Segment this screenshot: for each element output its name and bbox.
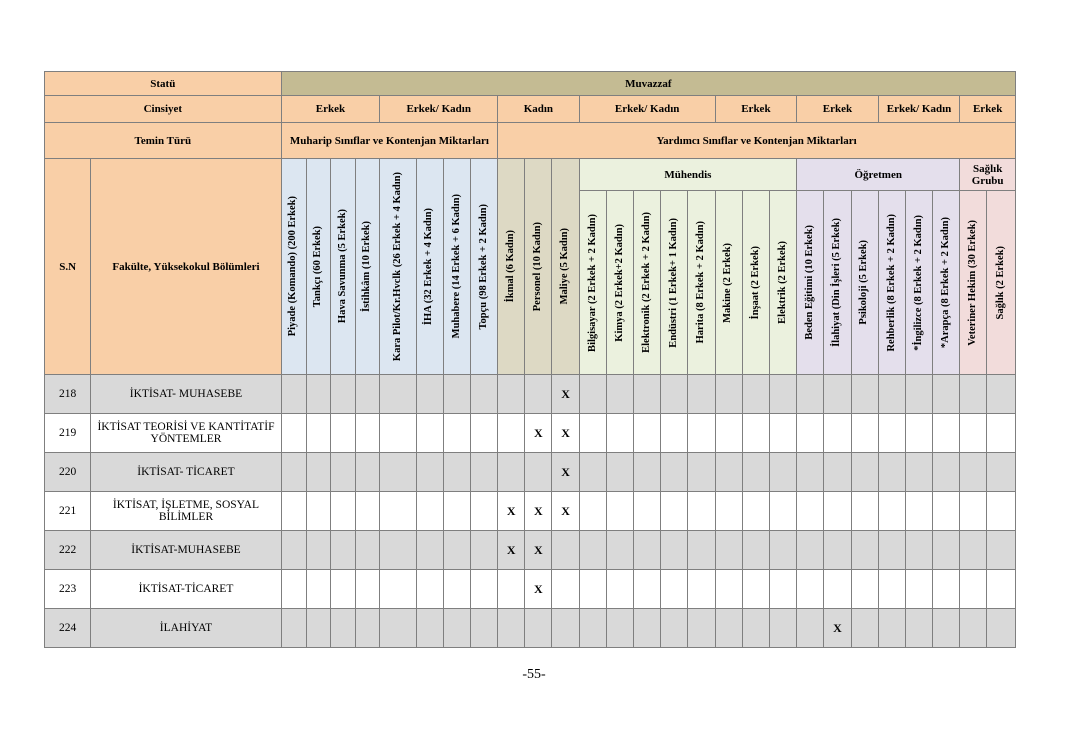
quota-cell [878, 375, 905, 414]
quota-cell [742, 453, 769, 492]
quota-cell [851, 414, 878, 453]
quota-cell [634, 531, 661, 570]
quota-cell [579, 414, 606, 453]
table-row [45, 492, 1016, 531]
quota-cell [356, 570, 380, 609]
column-header [306, 159, 330, 375]
row-sn: 218 [45, 375, 91, 414]
quota-cell [306, 453, 330, 492]
quota-cell [851, 570, 878, 609]
quota-cell [498, 375, 525, 414]
quota-cell [443, 609, 470, 648]
quota-cell [960, 492, 987, 531]
quota-cell [688, 375, 715, 414]
quota-cell: X [498, 492, 525, 531]
quota-cell [987, 492, 1016, 531]
quota-cell [987, 375, 1016, 414]
quota-cell [634, 414, 661, 453]
quota-cell [380, 609, 416, 648]
gender-group: Erkek [797, 96, 879, 123]
quota-cell [960, 609, 987, 648]
column-header-label: Bilgisayar (2 Erkek + 2 Kadın) [586, 213, 598, 352]
row-department: İKTİSAT, İŞLETME, SOSYAL BİLİMLER [91, 492, 281, 531]
quota-cell [416, 414, 443, 453]
quota-cell [851, 609, 878, 648]
quota-cell: X [552, 492, 579, 531]
column-header [380, 159, 416, 375]
row-department: İKTİSAT- TİCARET [91, 453, 281, 492]
quota-cell [824, 375, 851, 414]
quota-cell [380, 531, 416, 570]
column-header [416, 159, 443, 375]
statu-value: Muvazzaf [281, 72, 1015, 96]
gender-group: Erkek [715, 96, 797, 123]
quota-cell [416, 531, 443, 570]
quota-cell [933, 492, 960, 531]
column-header [987, 191, 1016, 375]
row-sn: 221 [45, 492, 91, 531]
quota-cell [606, 609, 633, 648]
quota-cell: X [552, 414, 579, 453]
quota-cell [634, 570, 661, 609]
quota-cell [905, 531, 932, 570]
quota-cell: X [525, 531, 552, 570]
quota-cell [470, 375, 497, 414]
quota-cell [579, 531, 606, 570]
quota-cell [878, 531, 905, 570]
category-saglik: Sağlık Grubu [960, 159, 1016, 191]
quota-cell [579, 570, 606, 609]
quota-cell [552, 531, 579, 570]
quota-cell [470, 414, 497, 453]
quota-cell [688, 492, 715, 531]
quota-cell [797, 531, 824, 570]
column-header-label: Elektronik (2 Erkek + 2 Kadın) [640, 212, 652, 353]
quota-cell [661, 375, 688, 414]
column-header [470, 159, 497, 375]
table-row [45, 414, 1016, 453]
row-sn: 223 [45, 570, 91, 609]
quota-cell [715, 414, 742, 453]
quota-cell [330, 453, 355, 492]
column-header-label: Sağlık (2 Erkek) [994, 245, 1006, 320]
column-header [742, 191, 769, 375]
gender-group: Erkek/ Kadın [380, 96, 498, 123]
quota-cell [306, 609, 330, 648]
quota-cell [878, 492, 905, 531]
column-header [960, 191, 987, 375]
quota-cell [281, 531, 306, 570]
quota-cell [416, 609, 443, 648]
column-header-label: Elektrik (2 Erkek) [776, 241, 788, 324]
row-sn: 222 [45, 531, 91, 570]
quota-cell [987, 570, 1016, 609]
quota-cell [960, 453, 987, 492]
temin-group: Muharip Sınıflar ve Kontenjan Miktarları [281, 123, 497, 159]
quota-cell [769, 531, 796, 570]
quota-cell [330, 414, 355, 453]
quota-cell [851, 492, 878, 531]
gender-group: Erkek/ Kadın [878, 96, 960, 123]
quota-cell [606, 531, 633, 570]
row-sn: 220 [45, 453, 91, 492]
faculty-label: Fakülte, Yüksekokul Bölümleri [91, 159, 281, 375]
quota-cell [443, 414, 470, 453]
quota-cell [380, 570, 416, 609]
quota-cell [987, 414, 1016, 453]
quota-cell [525, 375, 552, 414]
quota-cell [330, 570, 355, 609]
quota-cell [281, 453, 306, 492]
quota-cell [356, 531, 380, 570]
quota-cell [470, 453, 497, 492]
quota-cell [715, 375, 742, 414]
quota-cell [330, 375, 355, 414]
quota-cell [552, 609, 579, 648]
column-header [715, 191, 742, 375]
row-sn: 219 [45, 414, 91, 453]
quota-cell [661, 414, 688, 453]
quota-cell [933, 570, 960, 609]
quota-cell [715, 531, 742, 570]
quota-cell [824, 531, 851, 570]
quota-cell [606, 453, 633, 492]
column-header-label: Maliye (5 Kadın) [559, 228, 571, 305]
column-header-label: *İngilizce (8 Erkek + 2 Kadın) [912, 214, 924, 351]
quota-cell [470, 531, 497, 570]
quota-cell [905, 453, 932, 492]
quota-cell [878, 570, 905, 609]
column-header-label: İnşaat (2 Erkek) [749, 245, 761, 320]
quota-cell [797, 375, 824, 414]
quota-cell [443, 492, 470, 531]
column-header-label: İkmal (6 Kadın) [504, 230, 516, 303]
quota-cell [688, 414, 715, 453]
column-header [661, 191, 688, 375]
quota-cell [634, 453, 661, 492]
quota-cell [606, 492, 633, 531]
quota-cell [579, 492, 606, 531]
quota-cell [356, 453, 380, 492]
quota-cell [878, 453, 905, 492]
quota-cell [797, 414, 824, 453]
quota-cell [525, 453, 552, 492]
quota-cell [470, 492, 497, 531]
column-header [525, 159, 552, 375]
quota-cell [769, 453, 796, 492]
quota-cell [688, 531, 715, 570]
quota-cell [661, 609, 688, 648]
quota-cell [797, 492, 824, 531]
quota-cell [380, 492, 416, 531]
quota-cell [933, 609, 960, 648]
quota-cell [987, 453, 1016, 492]
temin-label: Temin Türü [45, 123, 282, 159]
row-sn: 224 [45, 609, 91, 648]
column-header-label: Muhabere (14 Erkek + 6 Kadın) [450, 194, 462, 339]
quota-cell [661, 570, 688, 609]
quota-cell [579, 453, 606, 492]
quota-cell: X [552, 453, 579, 492]
column-header [356, 159, 380, 375]
quota-cell [851, 531, 878, 570]
quota-cell [356, 414, 380, 453]
quota-cell [443, 531, 470, 570]
quota-cell [797, 609, 824, 648]
column-header-label: Personel (10 Kadın) [532, 221, 544, 312]
statu-label: Statü [45, 72, 282, 96]
quota-cell [715, 453, 742, 492]
quota-cell [769, 570, 796, 609]
quota-cell [579, 375, 606, 414]
gender-group: Erkek [960, 96, 1016, 123]
quota-cell [742, 609, 769, 648]
row-department: İKTİSAT TEORİSİ VE KANTİTATİF YÖNTEMLER [91, 414, 281, 453]
temin-group: Yardımcı Sınıflar ve Kontenjan Miktarları [498, 123, 1016, 159]
row-department: İKTİSAT-MUHASEBE [91, 531, 281, 570]
quota-cell [960, 414, 987, 453]
column-header-label: İHA (32 Erkek + 4 Kadın) [423, 207, 435, 326]
column-header [824, 191, 851, 375]
quota-cell [688, 570, 715, 609]
gender-group: Kadın [498, 96, 580, 123]
table-row [45, 531, 1016, 570]
table-row [45, 453, 1016, 492]
column-header-label: Kimya (2 Erkek+2 Kadın) [613, 223, 625, 342]
column-header-label: Hava Savunma (5 Erkek) [336, 209, 348, 324]
quota-cell [742, 414, 769, 453]
quota-cell [905, 375, 932, 414]
quota-cell [281, 375, 306, 414]
quota-cell [878, 414, 905, 453]
column-header [769, 191, 796, 375]
quota-cell [634, 609, 661, 648]
quota-cell [933, 453, 960, 492]
quota-cell [525, 609, 552, 648]
quota-cell [306, 492, 330, 531]
column-header-label: Rehberlik (8 Erkek + 2 Kadın) [885, 213, 897, 352]
column-header-label: Kara Pilot/Kr.Hvclk (26 Erkek + 4 Kadın) [391, 171, 403, 362]
gender-group: Erkek [281, 96, 380, 123]
quota-cell [281, 492, 306, 531]
quota-cell: X [824, 609, 851, 648]
cinsiyet-label: Cinsiyet [45, 96, 282, 123]
quota-cell [416, 375, 443, 414]
column-header [634, 191, 661, 375]
quota-cell [688, 453, 715, 492]
quota-cell: X [525, 570, 552, 609]
quota-cell [824, 570, 851, 609]
column-header [552, 159, 579, 375]
gender-group: Erkek/ Kadın [579, 96, 715, 123]
quota-cell [960, 375, 987, 414]
category-ogretmen: Öğretmen [797, 159, 960, 191]
quota-cell: X [498, 531, 525, 570]
quota-cell [661, 492, 688, 531]
column-header-label: Makine (2 Erkek) [722, 242, 734, 323]
quota-cell [960, 570, 987, 609]
quota-cell [661, 531, 688, 570]
quota-cell [606, 414, 633, 453]
quota-cell [443, 570, 470, 609]
quota-cell [688, 609, 715, 648]
quota-cell [470, 570, 497, 609]
column-header-label: Topçu (98 Erkek + 2 Kadın) [477, 203, 489, 330]
quota-cell [606, 570, 633, 609]
row-department: İKTİSAT-TİCARET [91, 570, 281, 609]
quota-cell: X [552, 375, 579, 414]
quota-cell [416, 453, 443, 492]
quota-cell [933, 531, 960, 570]
column-header [797, 191, 824, 375]
quota-cell [797, 453, 824, 492]
column-header-label: Veteriner Hekim (30 Erkek) [967, 219, 979, 346]
quota-cell: X [525, 414, 552, 453]
column-header [933, 191, 960, 375]
column-header [878, 191, 905, 375]
quota-cell [878, 609, 905, 648]
row-department: İKTİSAT- MUHASEBE [91, 375, 281, 414]
quota-cell [281, 570, 306, 609]
quota-table [44, 71, 1016, 648]
column-header-label: *Arapça (8 Erkek + 2 Kadın) [939, 216, 951, 349]
quota-cell [356, 492, 380, 531]
quota-cell [306, 570, 330, 609]
quota-cell [769, 492, 796, 531]
column-header [579, 191, 606, 375]
page-number: -55- [522, 667, 546, 682]
quota-cell [824, 414, 851, 453]
quota-cell [356, 609, 380, 648]
quota-cell [634, 492, 661, 531]
quota-cell [606, 375, 633, 414]
column-header [905, 191, 932, 375]
quota-cell [824, 492, 851, 531]
column-header [281, 159, 306, 375]
quota-cell [330, 609, 355, 648]
quota-cell [281, 414, 306, 453]
quota-cell [742, 492, 769, 531]
quota-cell [443, 453, 470, 492]
quota-cell [851, 375, 878, 414]
table-row [45, 609, 1016, 648]
table-row [45, 570, 1016, 609]
column-header-label: İlahiyat (Din İşleri (5 Erkek) [831, 218, 843, 347]
quota-cell [905, 609, 932, 648]
quota-cell [330, 531, 355, 570]
quota-cell [987, 609, 1016, 648]
quota-cell [380, 414, 416, 453]
quota-cell [281, 609, 306, 648]
quota-cell [416, 570, 443, 609]
quota-cell [498, 453, 525, 492]
quota-cell [661, 453, 688, 492]
row-department: İLAHİYAT [91, 609, 281, 648]
sn-label: S.N [45, 159, 91, 375]
quota-cell [769, 375, 796, 414]
quota-cell [470, 609, 497, 648]
column-header [498, 159, 525, 375]
quota-cell [356, 375, 380, 414]
category-muhendis: Mühendis [579, 159, 797, 191]
column-header [851, 191, 878, 375]
quota-cell [905, 492, 932, 531]
column-header-label: Psikoloji (5 Erkek) [858, 240, 870, 325]
quota-cell [905, 414, 932, 453]
quota-cell [742, 375, 769, 414]
column-header [688, 191, 715, 375]
quota-cell [933, 414, 960, 453]
quota-cell [769, 609, 796, 648]
quota-cell [380, 375, 416, 414]
quota-cell [579, 609, 606, 648]
quota-cell [634, 375, 661, 414]
quota-cell [306, 531, 330, 570]
table-row [45, 375, 1016, 414]
column-header-label: Tankçı (60 Erkek) [312, 225, 324, 308]
quota-cell [498, 609, 525, 648]
quota-cell [987, 531, 1016, 570]
column-header [443, 159, 470, 375]
quota-cell [715, 492, 742, 531]
quota-cell [330, 492, 355, 531]
column-header [606, 191, 633, 375]
quota-cell [498, 414, 525, 453]
quota-cell [715, 570, 742, 609]
quota-cell [552, 570, 579, 609]
quota-cell [443, 375, 470, 414]
quota-cell [715, 609, 742, 648]
quota-cell [905, 570, 932, 609]
quota-cell [416, 492, 443, 531]
quota-cell [380, 453, 416, 492]
column-header-label: Piyade (Komando) (200 Erkek) [287, 196, 299, 337]
quota-cell: X [525, 492, 552, 531]
quota-cell [742, 531, 769, 570]
quota-cell [824, 453, 851, 492]
quota-cell [851, 453, 878, 492]
column-header-label: İstihkâm (10 Erkek) [361, 220, 373, 312]
quota-cell [960, 531, 987, 570]
column-header-label: Harita (8 Erkek + 2 Kadın) [695, 221, 707, 344]
column-header-label: Endüstri (1 Erkek+ 1 Kadın) [668, 217, 680, 348]
quota-cell [769, 414, 796, 453]
quota-cell [498, 570, 525, 609]
quota-cell [306, 375, 330, 414]
quota-cell [797, 570, 824, 609]
quota-cell [306, 414, 330, 453]
column-header [330, 159, 355, 375]
quota-cell [933, 375, 960, 414]
column-header-label: Beden Eğitimi (10 Erkek) [804, 225, 816, 340]
quota-cell [742, 570, 769, 609]
